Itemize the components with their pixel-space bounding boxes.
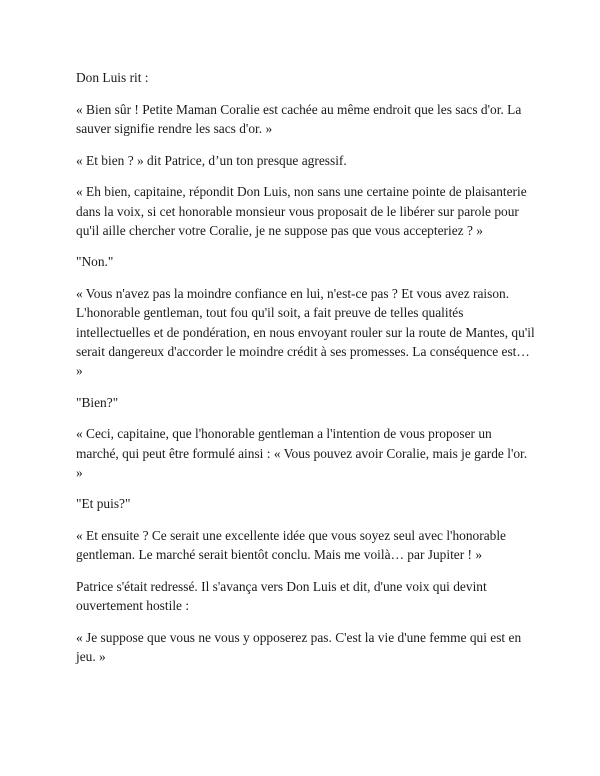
paragraph-life-at-stake: « Je suppose que vous ne vous y opposerez pas. C'est la vie d'une femme qui est en jeu. » [76,629,522,665]
paragraph-alone-with-gentleman: « Et ensuite ? Ce serait une excellente idée que vous soyez seul avec l'honorable gentleman. Le marché serait bientôt conclu. Mais me voilà… par Jupiter ! » [76,528,507,563]
paragraph-the-deal: « Ceci, capitaine, que l'honorable gentleman a l'intention de vous proposer un marché, qui peut être formulé ainsi : « Vous pouvez avoir Coralie, mais je garde l'or. » [76,426,528,480]
paragraph-bien: "Bien?" [76,394,119,410]
paragraph-no-confidence: « Vous n'avez pas la moindre confiance en lui, n'est-ce pas ? Et vous avez raison. L'honorable gentleman, tout fou qu'il soit, a fait preuve de telles qualités intellectuelles et de pondération, en nous envoyant rouler sur la route de Mantes, qu'il serait dangereux d'accorder le moindre crédit à ses promesses. La conséquence est… » [76,286,535,378]
paragraph-don-luis-reply: « Eh bien, capitaine, répondit Don Luis, non sans une certaine pointe de plaisanterie dans la voix, si cet honorable monsieur vous proposait de le libérer sur parole pour qu'il aille chercher votre Coralie, je ne suppose pas que vous accepteriez ? » [76,184,527,238]
paragraph-non: "Non." [76,254,114,270]
paragraph-coralie-hidden: « Bien sûr ! Petite Maman Coralie est cachée au même endroit que les sacs d'or. La sauver signifie rendre les sacs d'or. » [76,101,522,136]
paragraph-patrice-aggressive: « Et bien ? » dit Patrice, d’un ton presque agressif. [76,152,347,168]
paragraph-don-luis-laughs: Don Luis rit : [76,70,149,85]
paragraph-et-puis: "Et puis?" [76,496,131,512]
paragraph-patrice-hostile: Patrice s'était redressé. Il s'avança vers Don Luis et dit, d'une voix qui devint ouvertement hostile : [76,579,487,614]
